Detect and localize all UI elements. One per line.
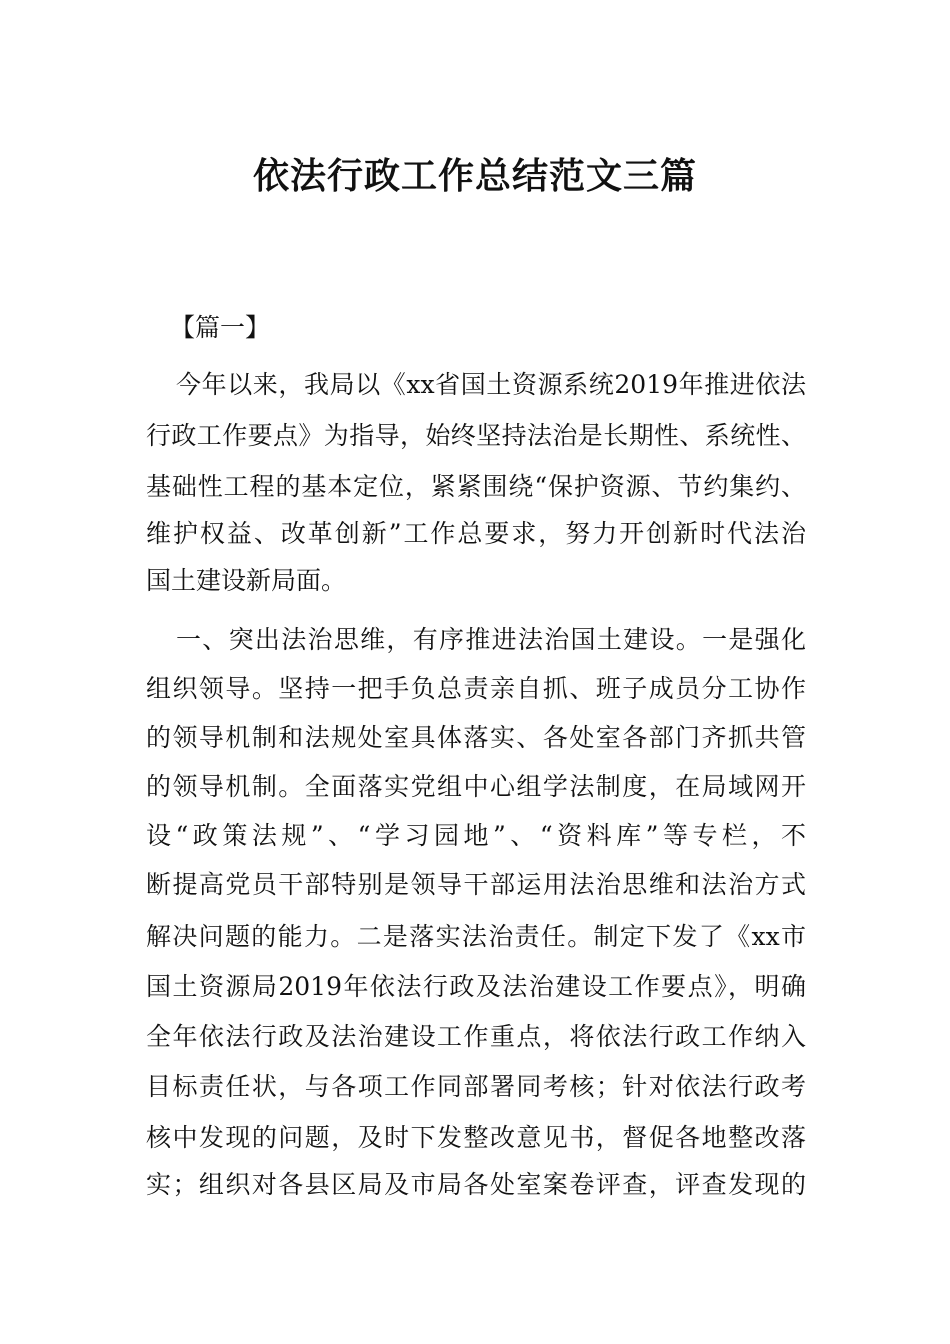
paragraph-line: 的领导机制和法规处室具体落实、各处室各部门齐抓共管 [146, 723, 806, 752]
page-title: 依法行政工作总结范文三篇 [252, 155, 697, 197]
paragraph-line: 今年以来，我局以《xx省国土资源系统2019年推进依法 [176, 370, 806, 399]
paragraph-line: 一、突出法治思维，有序推进法治国土建设。一是强化 [176, 625, 806, 654]
paragraph-line: 组织领导。坚持一把手负总责亲自抓、班子成员分工协作 [146, 674, 806, 703]
paragraph-line: 维护权益、改革创新”工作总要求，努力开创新时代法治 [146, 519, 806, 548]
paragraph-line: 设“政策法规”、“学习园地”、“资料库”等专栏，不 [146, 821, 806, 850]
paragraph-line: 行政工作要点》为指导，始终坚持法治是长期性、系统性、 [146, 421, 806, 450]
paragraph-line: 解决问题的能力。二是落实法治责任。制定下发了《xx市 [146, 922, 806, 951]
paragraph-line: 实；组织对各县区局及市局各处室案卷评查，评查发现的 [146, 1170, 806, 1199]
paragraph-line: 断提高党员干部特别是领导干部运用法治思维和法治方式 [146, 870, 806, 899]
paragraph-line: 国土建设新局面。 [146, 566, 347, 595]
paragraph-line: 的领导机制。全面落实党组中心组学法制度，在局域网开 [146, 772, 806, 801]
paragraph-line: 核中发现的问题，及时下发整改意见书，督促各地整改落 [146, 1123, 806, 1152]
paragraph-line: 基础性工程的基本定位，紧紧围绕“保护资源、节约集约、 [146, 472, 806, 501]
paragraph-line: 目标责任状，与各项工作同部署同考核；针对依法行政考 [146, 1072, 806, 1101]
section-heading: 【篇一】 [170, 313, 271, 342]
paragraph-line: 国土资源局2019年依法行政及法治建设工作要点》，明确 [146, 972, 806, 1001]
paragraph-line: 全年依法行政及法治建设工作重点，将依法行政工作纳入 [146, 1022, 806, 1051]
